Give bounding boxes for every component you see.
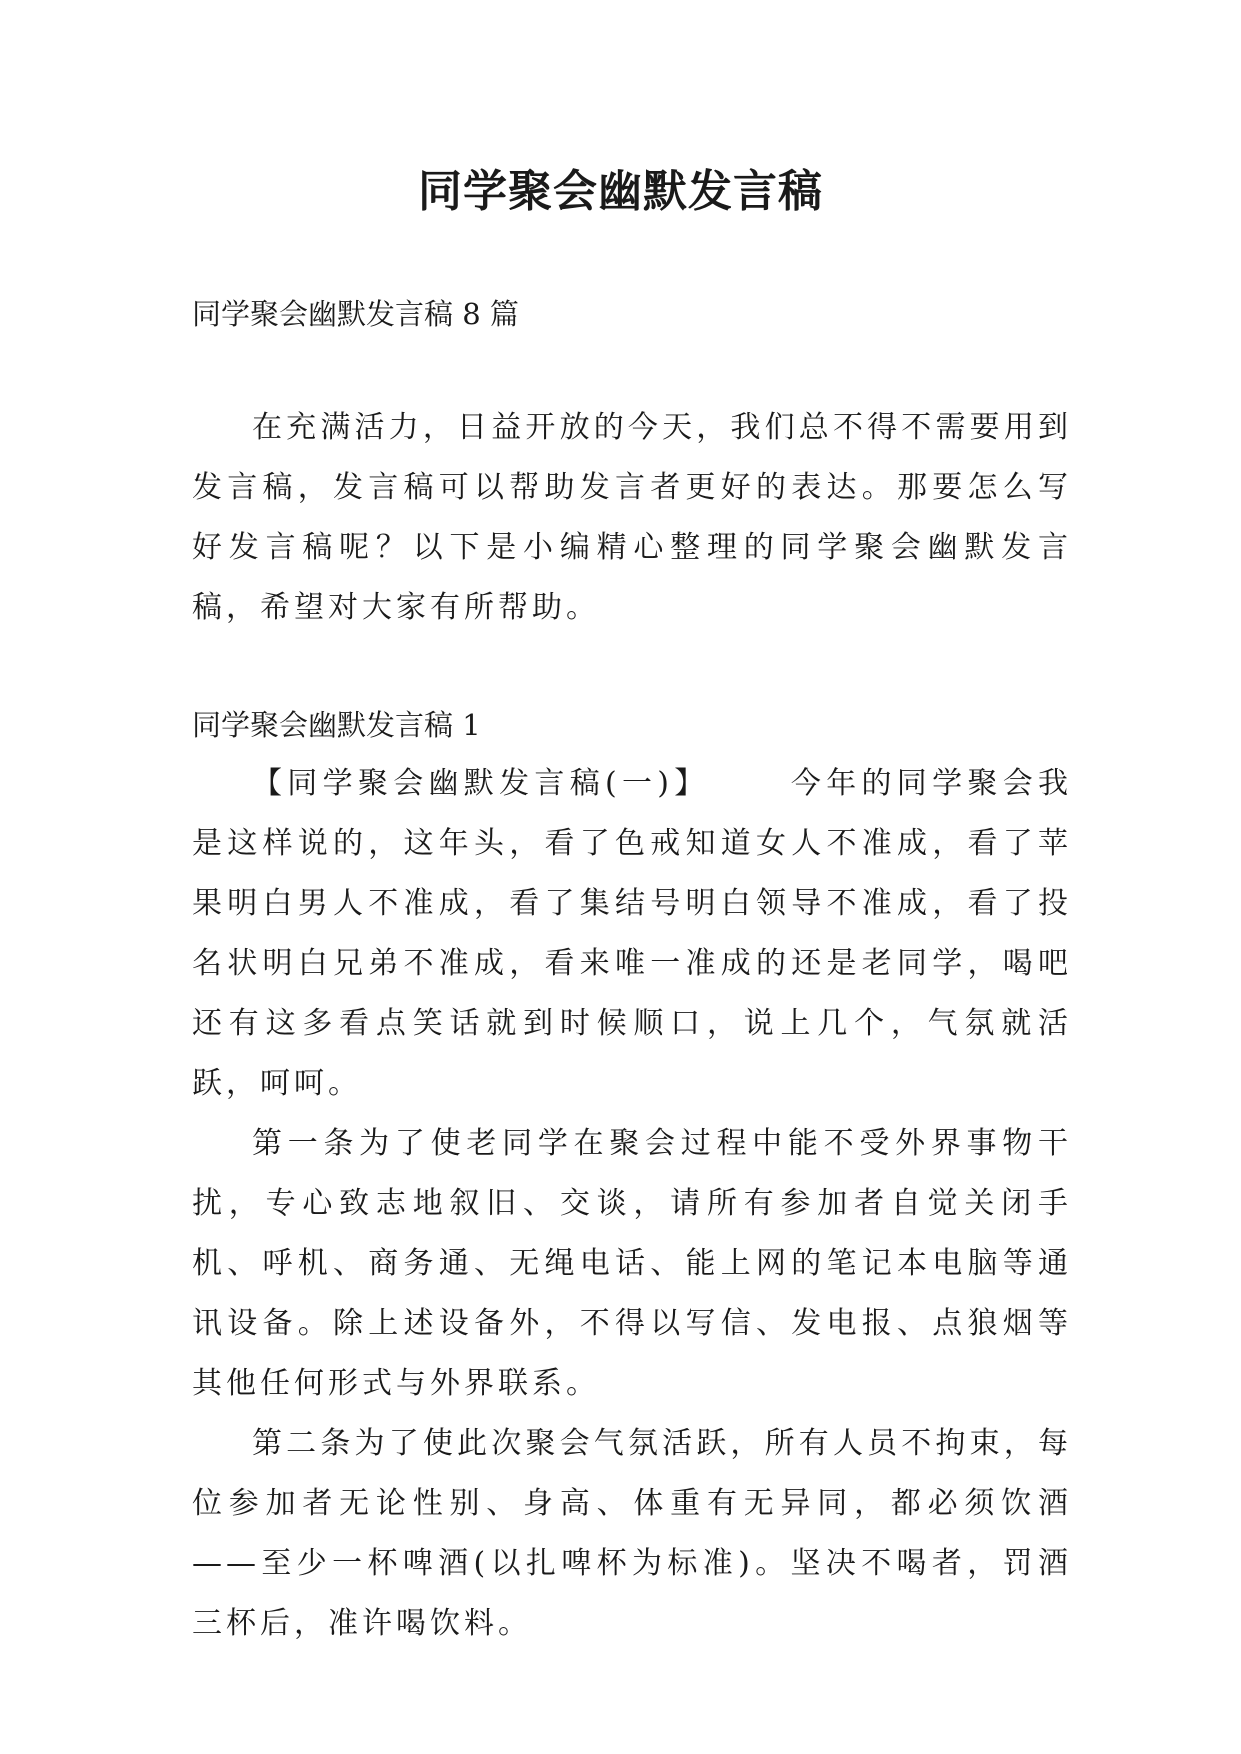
section-heading-1: 同学聚会幽默发言稿 1 [192,708,481,742]
section-1-paragraph-1-text: 今年的同学聚会我是这样说的，这年头，看了色戒知道女人不准成，看了苹果明白男人不准成，看了集结号明白领导不准成，看了投名状明白兄弟不准成，看来唯一准成的还是老同学，喝吧 还有这多看点笑话就到时候顺口，说上几个，气氛就活跃，呵呵。 [192,766,1073,1101]
intro-paragraph: 在充满活力，日益开放的今天，我们总不得不需要用到发言稿，发言稿可以帮助发言者更好的表达。那要怎么写好发言稿呢？以下是小编精心整理的同学聚会幽默发言稿，希望对大家有所帮助。 [192,410,1072,625]
document-title: 同学聚会幽默发言稿 [418,166,823,217]
section-1-label: 【同学聚会幽默发言稿(一)】 [252,766,710,801]
section-1-paragraph-3: 第二条为了使此次聚会气氛活跃，所有人员不拘束，每位参加者无论性别、身高、体重有无异同，都必须饮酒——至少一杯啤酒(以扎啤杯为标准)。坚决不喝者，罚酒三杯后，准许喝饮料。 [192,1426,1072,1641]
document-subtitle: 同学聚会幽默发言稿 8 篇 [192,297,519,331]
section-1-paragraph-2: 第一条为了使老同学在聚会过程中能不受外界事物干扰，专心致志地叙旧、交谈，请所有参加者自觉关闭手机、呼机、商务通、无绳电话、能上网的笔记本电脑等通讯设备。除上述设备外，不得以写信、发电报、点狼烟等其他任何形式与外界联系。 [192,1126,1072,1401]
section-1-body [192,754,1072,1654]
section-1-paragraph-1 [192,754,1072,1114]
